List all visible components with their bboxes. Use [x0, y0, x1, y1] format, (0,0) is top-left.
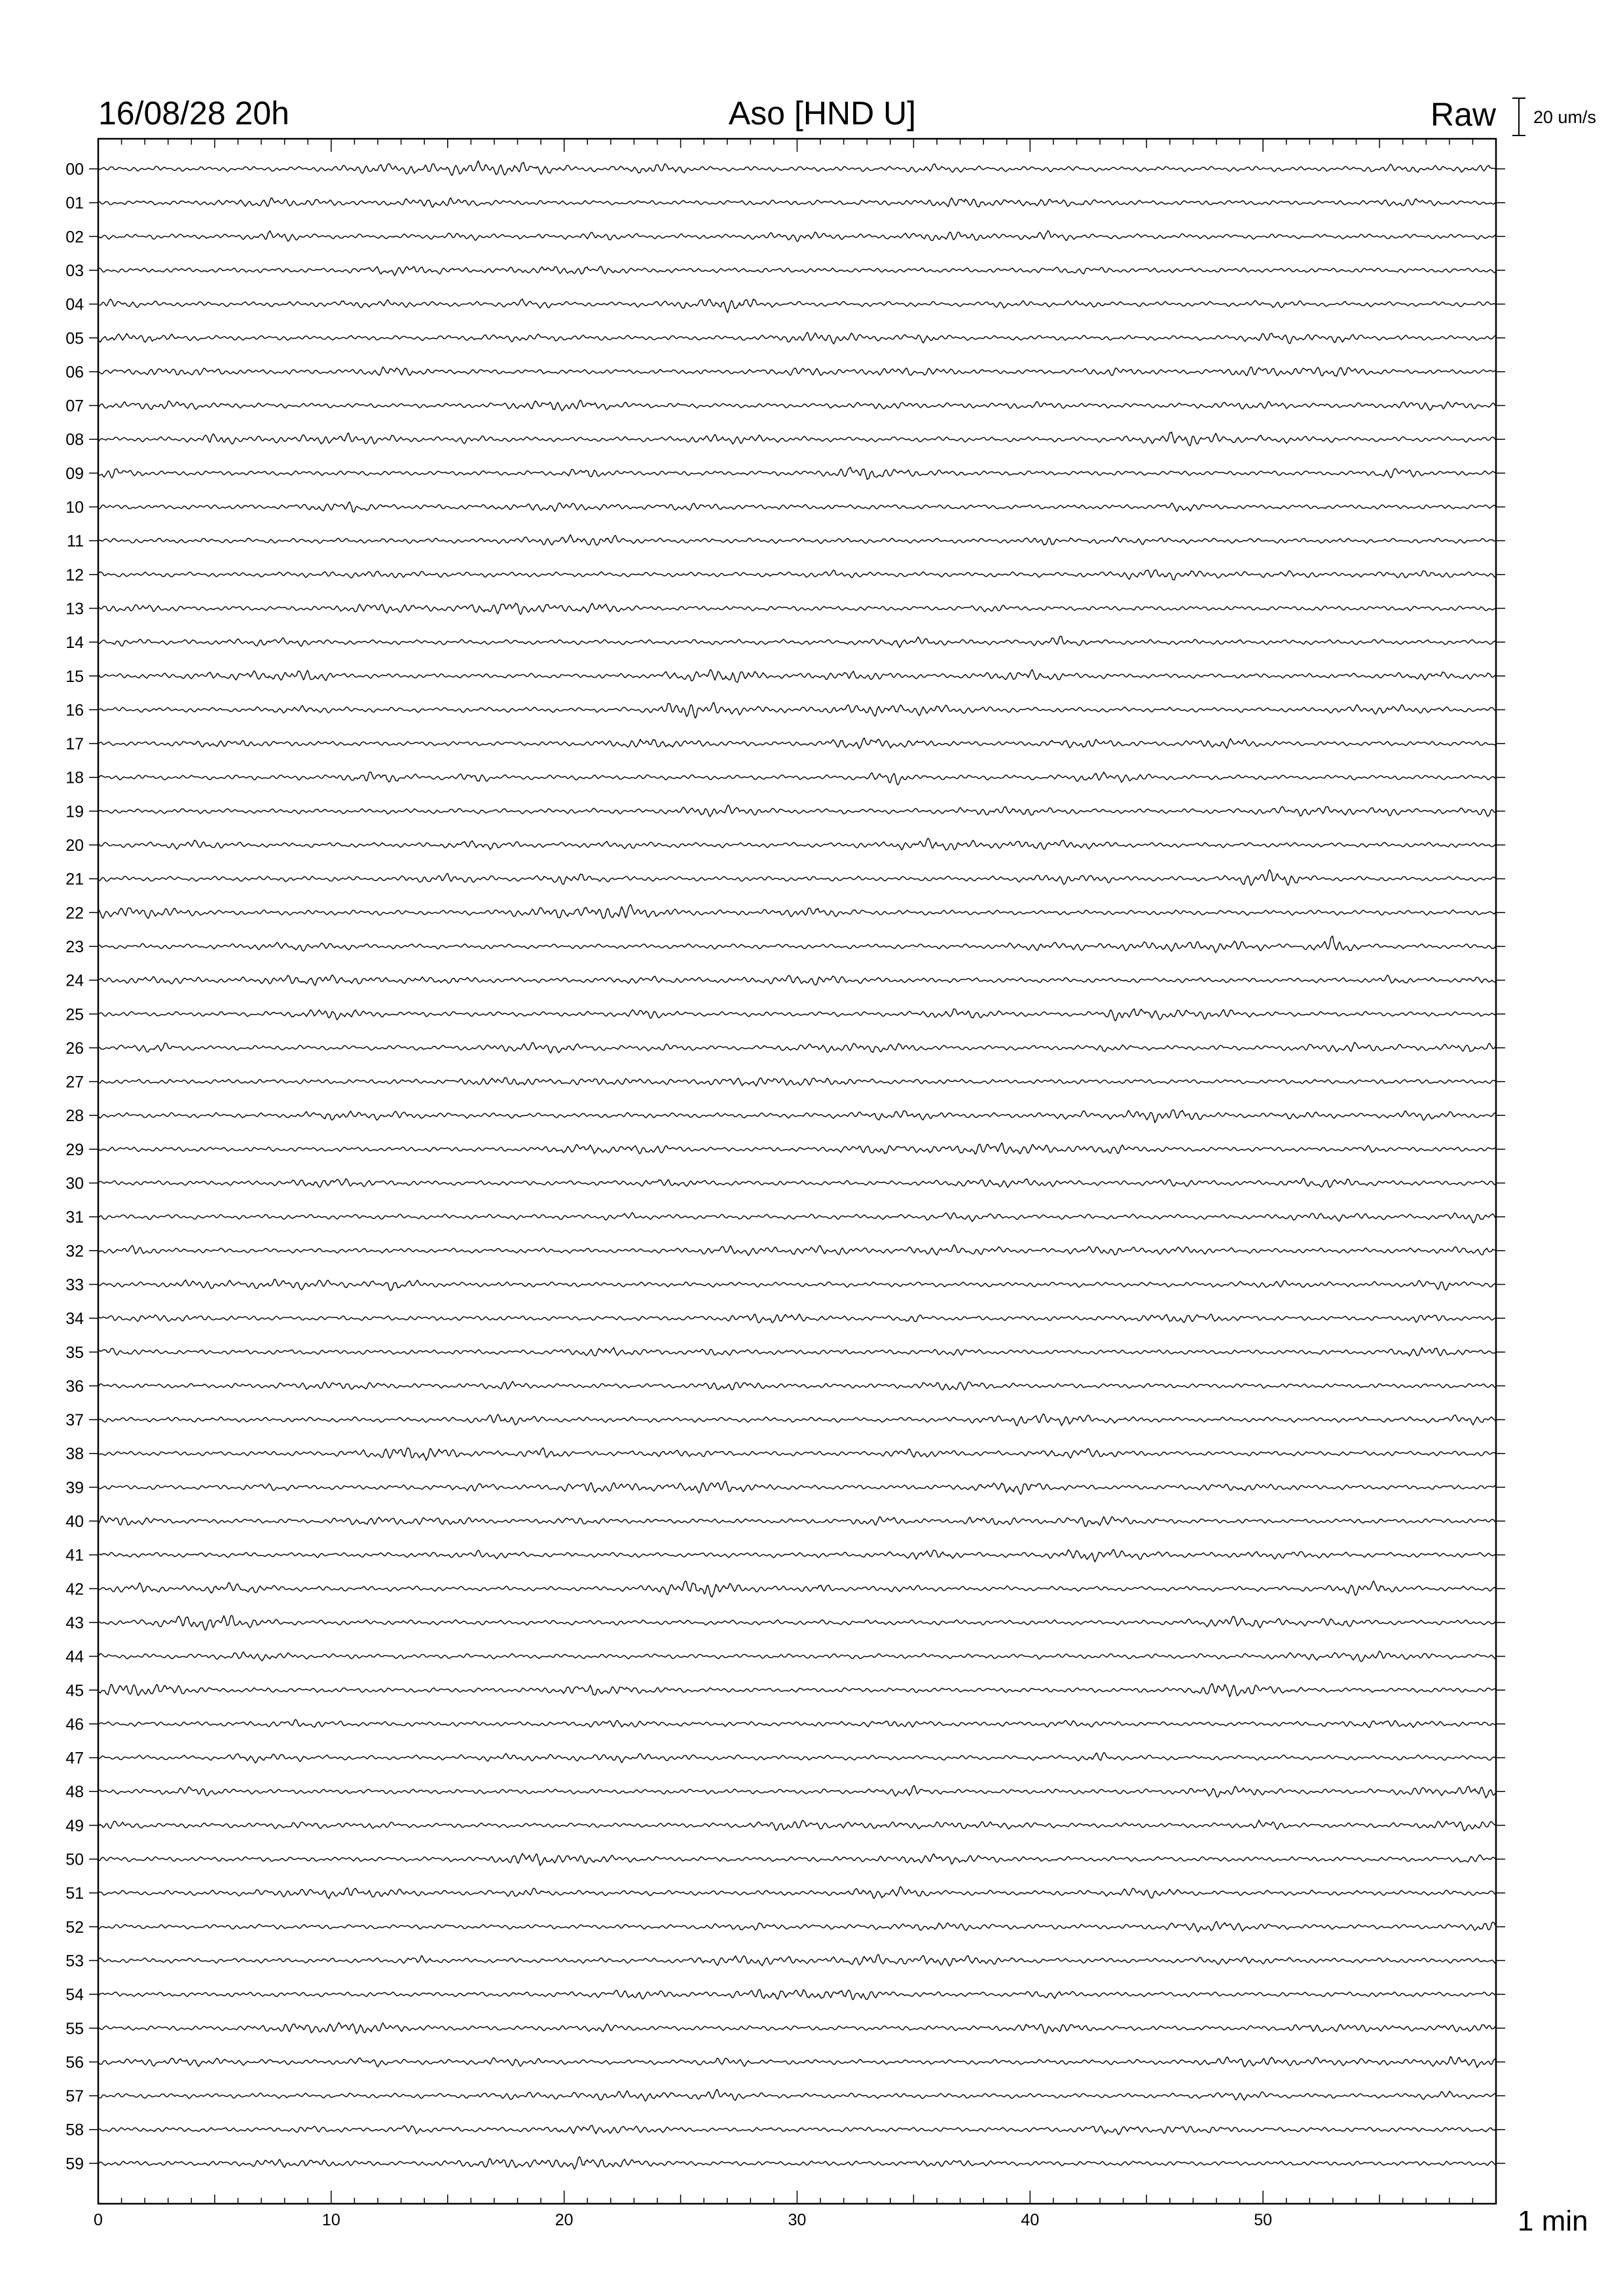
row-label: 59 — [65, 2155, 84, 2174]
trace-row — [65, 1141, 1505, 1159]
trace-line — [98, 332, 1496, 344]
trace-line — [98, 1581, 1496, 1597]
row-label: 14 — [65, 634, 84, 653]
datetime-label: 16/08/28 20h — [98, 95, 289, 132]
trace-row — [65, 1039, 1505, 1058]
trace-line — [98, 870, 1496, 886]
station-title: Aso [HND U] — [728, 95, 917, 132]
row-label: 02 — [65, 228, 84, 247]
trace-row — [65, 936, 1505, 956]
x-tick-label: 20 — [555, 2211, 574, 2229]
trace-line — [98, 805, 1496, 817]
row-label: 46 — [65, 1715, 84, 1734]
trace-row — [65, 1648, 1505, 1666]
trace-line — [98, 2157, 1496, 2169]
row-label: 10 — [65, 498, 84, 517]
trace-row — [65, 1851, 1505, 1869]
trace-row — [65, 1411, 1505, 1429]
trace-row — [65, 1513, 1505, 1531]
trace-line — [98, 2056, 1496, 2068]
trace-row — [65, 2121, 1505, 2140]
x-tick-label: 10 — [321, 2211, 340, 2229]
trace-row — [65, 1242, 1505, 1261]
trace-row — [65, 296, 1505, 314]
trace-row — [65, 1884, 1505, 1903]
trace-row — [65, 1175, 1505, 1193]
trace-line — [98, 367, 1496, 377]
trace-line — [98, 400, 1496, 410]
row-label: 38 — [65, 1444, 84, 1463]
minute-tick-marks — [98, 139, 1496, 2204]
trace-line — [98, 1348, 1496, 1356]
row-label: 16 — [65, 701, 84, 720]
trace-row — [65, 1310, 1505, 1328]
row-label: 41 — [65, 1546, 84, 1565]
trace-row — [67, 532, 1505, 550]
x-axis-tick-labels — [94, 2211, 1272, 2229]
trace-line — [98, 299, 1496, 313]
trace-line — [98, 161, 1496, 176]
row-label: 42 — [65, 1580, 84, 1599]
trace-row — [65, 1547, 1505, 1565]
row-label: 15 — [65, 667, 84, 686]
mode-label: Raw — [1430, 96, 1496, 133]
trace-line — [98, 975, 1496, 986]
row-label: 00 — [65, 160, 84, 179]
trace-row — [65, 1918, 1505, 1937]
row-label: 50 — [65, 1850, 84, 1869]
row-label: 08 — [65, 431, 84, 450]
row-label: 17 — [65, 735, 84, 754]
trace-line — [98, 1382, 1496, 1390]
trace-line — [98, 1314, 1496, 1323]
row-label: 35 — [65, 1343, 84, 1362]
trace-line — [98, 670, 1496, 683]
row-label: 21 — [65, 870, 84, 889]
trace-line — [98, 1245, 1496, 1255]
amplitude-scale-label: 20 um/s — [1533, 107, 1597, 127]
trace-row — [65, 634, 1505, 652]
trace-row — [65, 1276, 1505, 1294]
row-label: 53 — [65, 1952, 84, 1971]
row-label: 22 — [65, 904, 84, 923]
trace-line — [98, 738, 1496, 748]
row-label: 36 — [65, 1377, 84, 1396]
x-tick-label: 30 — [788, 2211, 807, 2229]
row-label: 47 — [65, 1749, 84, 1768]
trace-row — [65, 160, 1505, 179]
row-label: 01 — [65, 194, 84, 213]
trace-row — [65, 363, 1505, 382]
row-label: 43 — [65, 1613, 84, 1632]
trace-row — [65, 1952, 1505, 1970]
row-label: 06 — [65, 363, 84, 382]
trace-line — [98, 1922, 1496, 1932]
trace-line — [98, 502, 1496, 512]
trace-line — [98, 535, 1496, 545]
trace-line — [98, 603, 1496, 615]
row-label: 07 — [65, 397, 84, 416]
row-label: 34 — [65, 1310, 84, 1329]
trace-row — [65, 397, 1505, 416]
trace-row — [65, 2053, 1505, 2072]
row-label: 23 — [65, 937, 84, 956]
row-label: 49 — [65, 1816, 84, 1835]
row-label: 54 — [65, 1986, 84, 2005]
row-label: 11 — [67, 532, 84, 551]
trace-line — [98, 1213, 1496, 1223]
row-label: 52 — [65, 1918, 84, 1937]
trace-line — [98, 1954, 1496, 1966]
trace-row — [65, 1445, 1505, 1463]
trace-line — [98, 1414, 1496, 1426]
row-label: 44 — [65, 1647, 84, 1666]
row-label: 58 — [65, 2121, 84, 2140]
trace-row — [65, 1479, 1505, 1497]
x-tick-label: 0 — [94, 2211, 103, 2229]
row-label: 32 — [65, 1242, 84, 1261]
trace-row — [65, 870, 1505, 889]
trace-line — [98, 838, 1496, 850]
row-label: 18 — [65, 768, 84, 787]
trace-line — [98, 2022, 1496, 2034]
row-label: 56 — [65, 2053, 84, 2072]
trace-line — [98, 1043, 1496, 1053]
trace-row — [65, 262, 1505, 280]
trace-line — [98, 1279, 1496, 1290]
row-label: 09 — [65, 464, 84, 483]
trace-line — [98, 905, 1496, 918]
row-label: 30 — [65, 1174, 84, 1193]
trace-line — [98, 1178, 1496, 1187]
trace-row — [65, 465, 1505, 483]
trace-row — [65, 836, 1505, 855]
trace-row — [65, 499, 1505, 517]
row-label: 51 — [65, 1884, 84, 1903]
row-label: 48 — [65, 1783, 84, 1802]
trace-row — [65, 1005, 1505, 1024]
trace-line — [98, 1990, 1496, 2000]
trace-line — [98, 266, 1496, 276]
trace-rows — [65, 160, 1505, 2173]
trace-row — [65, 1208, 1505, 1227]
trace-row — [65, 1817, 1505, 1835]
row-label: 31 — [65, 1208, 84, 1227]
trace-row — [65, 1377, 1505, 1395]
trace-row — [65, 2087, 1505, 2106]
trace-line — [98, 1887, 1496, 1899]
trace-row — [65, 802, 1505, 821]
row-label: 45 — [65, 1681, 84, 1700]
trace-row — [65, 1107, 1505, 1125]
row-label: 12 — [65, 565, 84, 584]
row-label: 28 — [65, 1107, 84, 1126]
x-tick-label: 50 — [1254, 2211, 1273, 2229]
row-label: 27 — [65, 1073, 84, 1092]
x-axis-label: 1 min — [1518, 2205, 1588, 2237]
trace-row — [65, 431, 1505, 449]
trace-line — [98, 1481, 1496, 1494]
trace-line — [98, 1110, 1496, 1123]
trace-line — [98, 1009, 1496, 1020]
row-label: 13 — [65, 600, 84, 619]
row-label: 39 — [65, 1479, 84, 1498]
row-label: 25 — [65, 1005, 84, 1024]
trace-line — [98, 636, 1496, 648]
x-tick-label: 40 — [1021, 2211, 1040, 2229]
trace-row — [65, 1580, 1505, 1598]
trace-row — [65, 769, 1505, 787]
plot-frame — [98, 139, 1496, 2204]
trace-line — [98, 2125, 1496, 2135]
trace-line — [98, 936, 1496, 953]
row-label: 03 — [65, 261, 84, 280]
trace-line — [98, 1753, 1496, 1763]
trace-row — [65, 1344, 1505, 1362]
trace-row — [65, 228, 1505, 246]
trace-line — [98, 1448, 1496, 1460]
trace-line — [98, 467, 1496, 480]
trace-row — [65, 1986, 1505, 2004]
trace-line — [98, 1719, 1496, 1727]
trace-line — [98, 1854, 1496, 1866]
trace-line — [98, 1516, 1496, 1526]
trace-line — [98, 1683, 1496, 1696]
row-label: 29 — [65, 1140, 84, 1159]
row-label: 04 — [65, 295, 84, 314]
trace-line — [98, 198, 1496, 207]
row-label: 20 — [65, 836, 84, 855]
trace-line — [98, 230, 1496, 242]
trace-row — [65, 1681, 1505, 1700]
row-label: 24 — [65, 971, 84, 990]
amplitude-scale-bar — [1512, 98, 1525, 135]
trace-row — [65, 329, 1505, 348]
trace-line — [98, 570, 1496, 580]
row-label: 55 — [65, 2019, 84, 2038]
trace-row — [65, 701, 1505, 719]
row-label: 26 — [65, 1039, 84, 1058]
trace-line — [98, 702, 1496, 718]
trace-line — [98, 432, 1496, 446]
trace-line — [98, 1651, 1496, 1662]
trace-line — [98, 1078, 1496, 1086]
trace-line — [98, 1615, 1496, 1630]
trace-row — [65, 600, 1505, 618]
trace-row — [65, 1073, 1505, 1092]
row-label: 33 — [65, 1276, 84, 1295]
trace-row — [65, 1783, 1505, 1801]
trace-row — [65, 2155, 1505, 2173]
trace-row — [65, 194, 1505, 213]
trace-row — [65, 1614, 1505, 1632]
row-label: 40 — [65, 1513, 84, 1531]
trace-line — [98, 772, 1496, 785]
trace-row — [65, 1715, 1505, 1734]
trace-line — [98, 1143, 1496, 1154]
trace-row — [65, 972, 1505, 990]
trace-row — [65, 735, 1505, 753]
trace-line — [98, 2089, 1496, 2101]
trace-line — [98, 1549, 1496, 1562]
row-label: 05 — [65, 329, 84, 348]
trace-line — [98, 1820, 1496, 1831]
trace-line — [98, 1785, 1496, 1798]
trace-row — [65, 904, 1505, 922]
row-label: 19 — [65, 802, 84, 821]
trace-row — [65, 566, 1505, 584]
row-label: 57 — [65, 2087, 84, 2106]
row-label: 37 — [65, 1411, 84, 1430]
trace-row — [65, 2020, 1505, 2038]
trace-row — [65, 668, 1505, 686]
trace-row — [65, 1749, 1505, 1768]
